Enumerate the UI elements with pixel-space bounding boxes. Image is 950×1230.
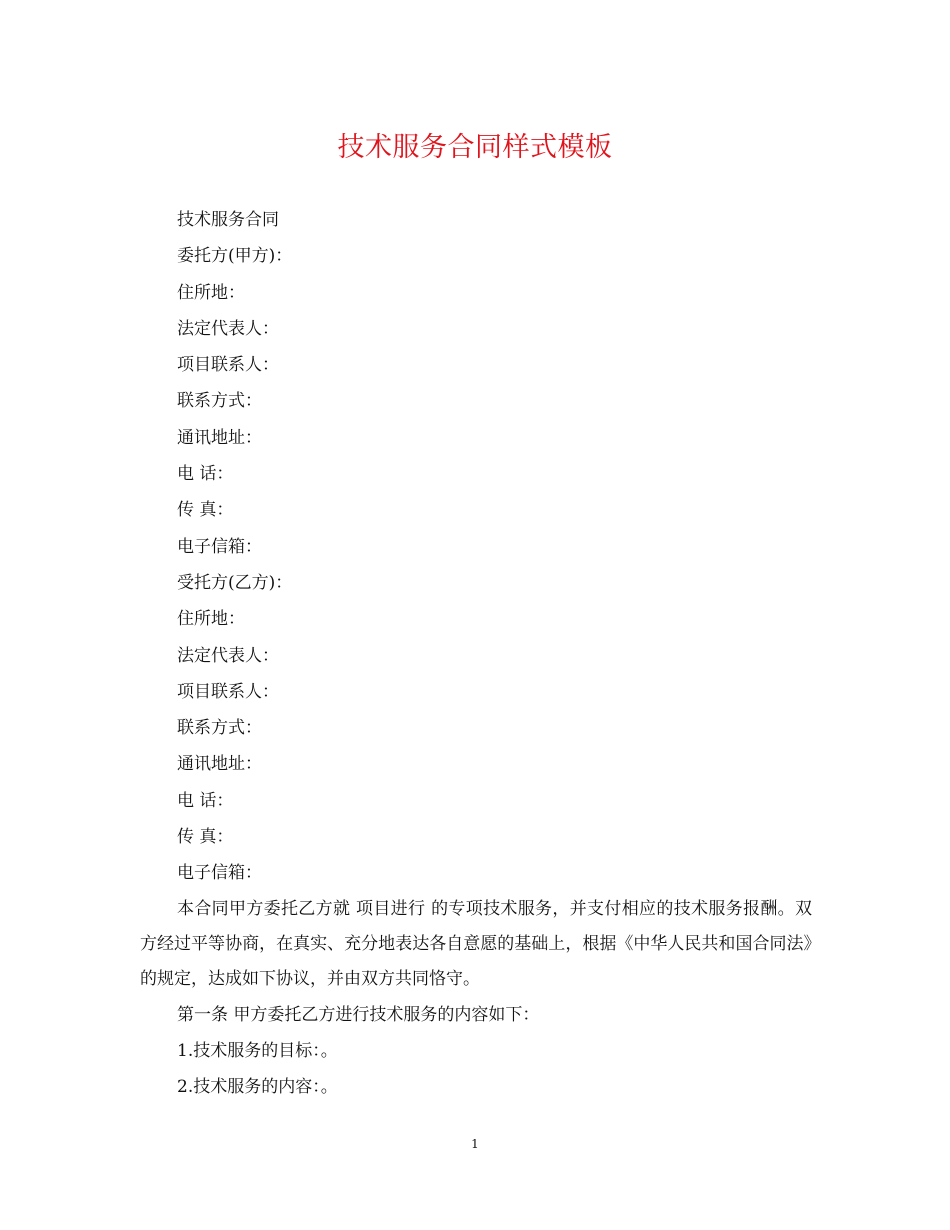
- party-a-project-contact: 项目联系人：: [177, 355, 279, 376]
- party-b-heading: 受托方(乙方)：: [177, 572, 293, 593]
- page-number: 1: [471, 1137, 479, 1151]
- party-b-address: 住所地：: [177, 609, 245, 630]
- party-a-heading: 委托方(甲方)：: [177, 246, 293, 267]
- document-body: [140, 202, 812, 1106]
- party-b-legal-representative: 法定代表人：: [177, 645, 279, 666]
- party-a-address: 住所地：: [177, 282, 245, 303]
- clause-1-item-2: 2.技术服务的内容：。: [177, 1077, 338, 1098]
- party-a-legal-representative: 法定代表人：: [177, 318, 279, 339]
- clause-1-item-1: 1.技术服务的目标：。: [177, 1040, 338, 1061]
- party-a-mailing-address: 通讯地址：: [177, 427, 262, 448]
- document-title: 技术服务合同样式模板: [337, 132, 613, 163]
- party-a-email: 电子信箱：: [177, 536, 262, 557]
- party-b-fax: 传 真：: [177, 827, 234, 848]
- party-b-mailing-address: 通讯地址：: [177, 754, 262, 775]
- party-a-contact-method: 联系方式：: [177, 391, 262, 412]
- party-a-phone: 电 话：: [177, 464, 234, 485]
- clause-1-heading: 第一条 甲方委托乙方进行技术服务的内容如下：: [177, 1004, 540, 1025]
- party-b-contact-method: 联系方式：: [177, 718, 262, 739]
- party-b-phone: 电 话：: [177, 790, 234, 811]
- party-b-email: 电子信箱：: [177, 863, 262, 884]
- party-b-project-contact: 项目联系人：: [177, 681, 279, 702]
- party-a-fax: 传 真：: [177, 500, 234, 521]
- contract-name-line: 技术服务合同: [177, 210, 279, 230]
- intro-paragraph: 本合同甲方委托乙方就 项目进行 的专项技术服务，并支付相应的技术服务报酬。双方经过平等协商，在真实、充分地表达各自意愿的基础上，根据《中华人民共和国合同法》的规定，达成如下协议，并由双方共同恪守。: [140, 898, 812, 989]
